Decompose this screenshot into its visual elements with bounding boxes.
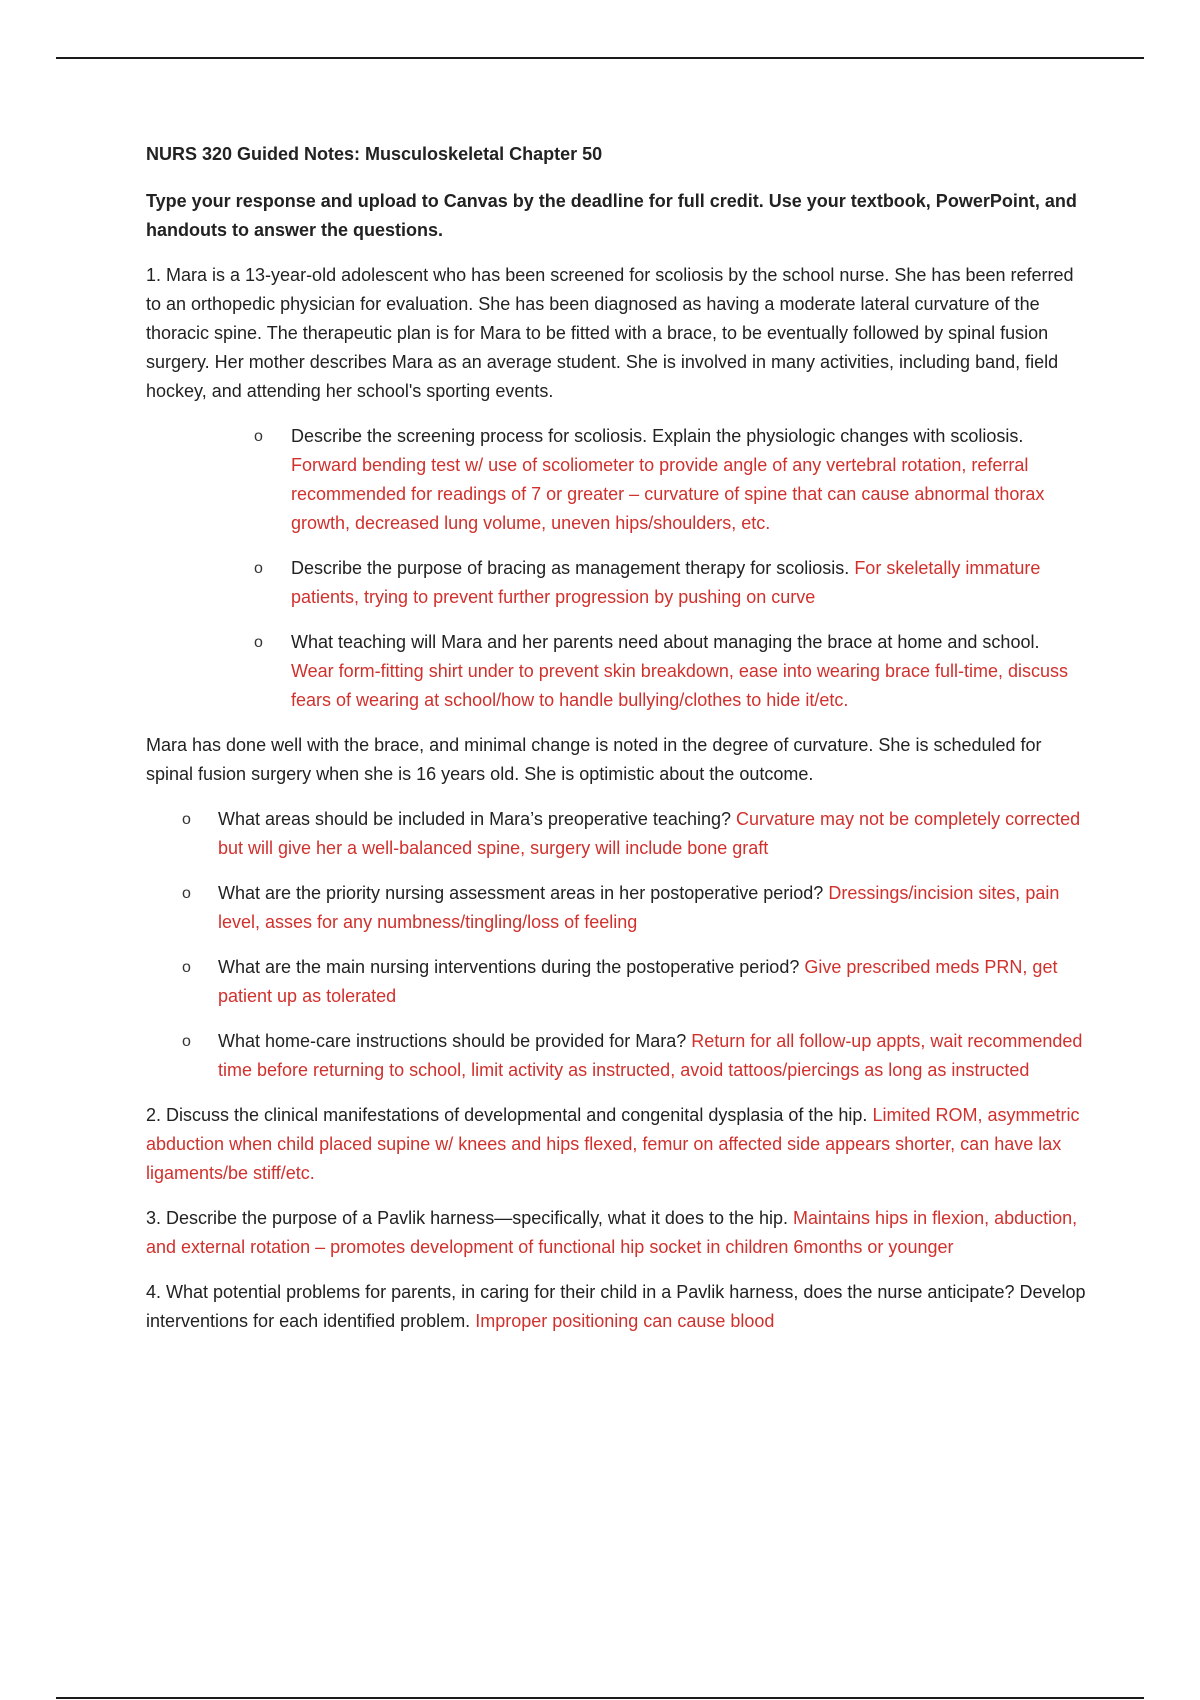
question-2 (146, 1101, 1086, 1188)
question-text: 4. What potential problems for parents, in caring for their child in a Pavlik harness, does the nurse anticipate? Develop interventions for each identified problem. (146, 1282, 1086, 1331)
list-item (146, 422, 1086, 538)
document-title: NURS 320 Guided Notes: Musculoskeletal Chapter 50 (146, 144, 603, 164)
list-item (146, 805, 1086, 863)
question-text: What teaching will Mara and her parents need about managing the brace at home and school. (291, 632, 1040, 652)
answer-text: Curvature may not be completely corrected but will give her a well-balanced spine, surgery will include bone graft (218, 809, 1081, 858)
case-1-followup: Mara has done well with the brace, and minimal change is noted in the degree of curvature. She is scheduled for spinal fusion surgery when she is 16 years old. She is optimistic about the outcome. (146, 735, 1042, 784)
bullet-icon: o (254, 634, 263, 651)
bottom-rule (56, 1697, 1144, 1699)
question-text: 3. Describe the purpose of a Pavlik harness—specifically, what it does to the hip. (146, 1208, 788, 1228)
question-text: What areas should be included in Mara’s preoperative teaching? (218, 809, 731, 829)
bullet-icon: o (182, 1033, 191, 1050)
answer-text: Maintains hips in flexion, abduction, and external rotation – promotes development of functional hip socket in children 6months or younger (146, 1208, 1078, 1257)
answer-text: For skeletally immature patients, trying to prevent further progression by pushing on curve (291, 558, 1041, 607)
document-page (146, 140, 1086, 1352)
bullet-icon: o (254, 560, 263, 577)
top-rule (56, 57, 1144, 59)
question-text: What are the priority nursing assessment areas in her postoperative period? (218, 883, 824, 903)
bullet-icon: o (182, 811, 191, 828)
list-item (146, 554, 1086, 612)
bullet-icon: o (182, 885, 191, 902)
answer-text: Return for all follow-up appts, wait recommended time before returning to school, limit activity as instructed, avoid tattoos/piercings as long as instructed (218, 1031, 1083, 1080)
bullet-icon: o (254, 428, 263, 445)
answer-text: Dressings/incision sites, pain level, asses for any numbness/tingling/loss of feeling (218, 883, 1060, 932)
question-text: What are the main nursing interventions during the postoperative period? (218, 957, 800, 977)
question-3 (146, 1204, 1086, 1262)
question-text: What home-care instructions should be provided for Mara? (218, 1031, 687, 1051)
answer-text: Improper positioning can cause blood (475, 1311, 775, 1331)
list-item (146, 953, 1086, 1011)
question-4 (146, 1278, 1086, 1336)
answer-text: Limited ROM, asymmetric abduction when child placed supine w/ knees and hips flexed, femur on affected side appears shorter, can have lax ligaments/be stiff/etc. (146, 1105, 1080, 1183)
question-text: 2. Discuss the clinical manifestations of developmental and congenital dysplasia of the hip. (146, 1105, 868, 1125)
case-1-intro: 1. Mara is a 13-year-old adolescent who has been screened for scoliosis by the school nurse. She has been referred to an orthopedic physician for evaluation. She has been diagnosed as having a moderate lateral curvature of the thoracic spine. The therapeutic plan is for Mara to be fitted with a brace, to be eventually followed by spinal fusion surgery. Her mother describes Mara as an average student. She is involved in many activities, including band, field hockey, and attending her school's sporting events. (146, 265, 1074, 401)
answer-text: Wear form-fitting shirt under to prevent skin breakdown, ease into wearing brace full-time, discuss fears of wearing at school/how to handle bullying/clothes to hide it/etc. (291, 661, 1069, 710)
question-text: Describe the purpose of bracing as management therapy for scoliosis. (291, 558, 850, 578)
bullet-icon: o (182, 959, 191, 976)
instructions: Type your response and upload to Canvas by the deadline for full credit. Use your textbook, PowerPoint, and handouts to answer the questions. (146, 191, 1077, 240)
answer-text: Forward bending test w/ use of scoliometer to provide angle of any vertebral rotation, referral recommended for readings of 7 or greater – curvature of spine that can cause abnormal thorax growth, decreased lung volume, uneven hips/shoulders, etc. (291, 455, 1045, 533)
list-item (146, 628, 1086, 715)
question-text: Describe the screening process for scoliosis. Explain the physiologic changes with scoliosis. (291, 426, 1024, 446)
list-item (146, 879, 1086, 937)
list-item (146, 1027, 1086, 1085)
answer-text: Give prescribed meds PRN, get patient up as tolerated (218, 957, 1058, 1006)
